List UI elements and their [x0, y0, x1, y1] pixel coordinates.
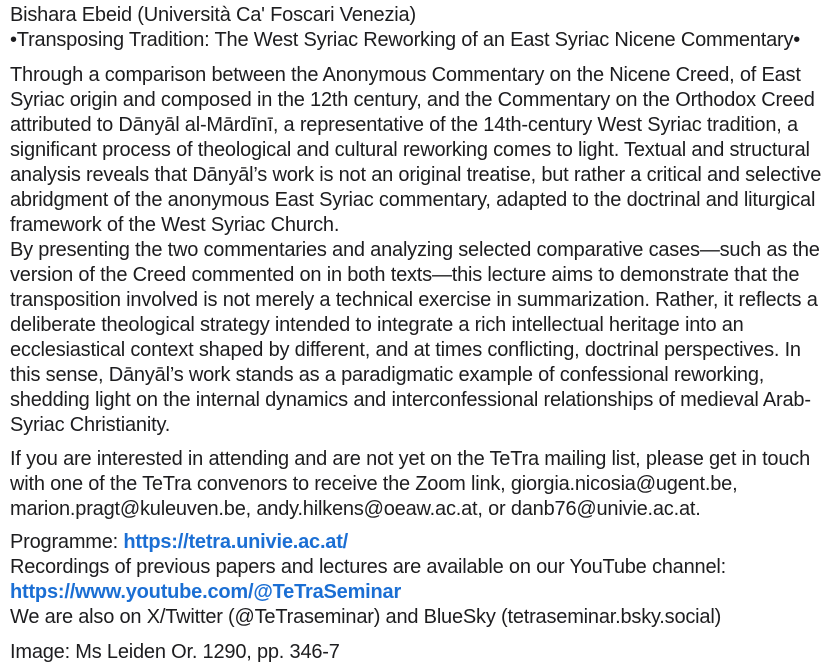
programme-label: Programme: — [10, 531, 124, 553]
header-block — [10, 3, 830, 53]
announcement-body — [10, 3, 830, 665]
links-block — [10, 530, 830, 630]
youtube-line — [10, 580, 830, 605]
abstract-paragraph-2: By presenting the two commentaries and analyzing selected comparative cases—such as the version of the Creed commented on in both texts—this lecture aims to demonstrate that the transposition involved is not merely a technical exercise in summarization. Rather, it reflects a deliberate theological strategy intended to integrate a rich intellectual heritage into an ecclesiastical context shaped by different, and at times conflicting, doctrinal perspectives. In this sense, Dānyāl’s work stands as a paradigmatic example of confessional reworking, shedding light on the internal dynamics and interconfessional relationships of medieval Arab-Syriac Christianity. — [10, 239, 820, 436]
youtube-link[interactable]: https://www.youtube.com/@TeTraSeminar — [10, 581, 402, 603]
abstract-paragraph-1: Through a comparison between the Anonymous Commentary on the Nicene Creed, of East Syriac origin and composed in the 12th century, and the Commentary on the Orthodox Creed attributed to Dānyāl al-Mārdīnī, a representative of the 14th-century West Syriac tradition, a significant process of theological and cultural reworking comes to light. Textual and structural analysis reveals that Dānyāl’s work is not an original treatise, but rather a critical and selective abridgment of the anonymous East Syriac commentary, adapted to the doctrinal and liturgical framework of the West Syriac Church. — [10, 64, 822, 236]
social-line: We are also on X/Twitter (@TeTraseminar) and BlueSky (tetraseminar.bsky.social) — [10, 606, 722, 628]
lecture-title: •Transposing Tradition: The West Syriac Reworking of an East Syriac Nicene Commentary• — [10, 29, 801, 51]
programme-line — [10, 530, 830, 555]
programme-link[interactable]: https://tetra.univie.ac.at/ — [123, 531, 349, 553]
abstract-block — [10, 63, 830, 438]
speaker-line: Bishara Ebeid (Università Ca' Foscari Venezia) — [10, 4, 416, 26]
contact-paragraph: If you are interested in attending and are not yet on the TeTra mailing list, please get in touch with one of the TeTra convenors to receive the Zoom link, giorgia.nicosia@ugent.be, marion.pragt@kuleuven.be, andy.hilkens@oeaw.ac.at, or danb76@univie.ac.at. — [10, 448, 810, 520]
recordings-line: Recordings of previous papers and lectures are available on our YouTube channel: — [10, 556, 726, 578]
image-caption: Image: Ms Leiden Or. 1290, pp. 346-7 — [10, 641, 340, 663]
